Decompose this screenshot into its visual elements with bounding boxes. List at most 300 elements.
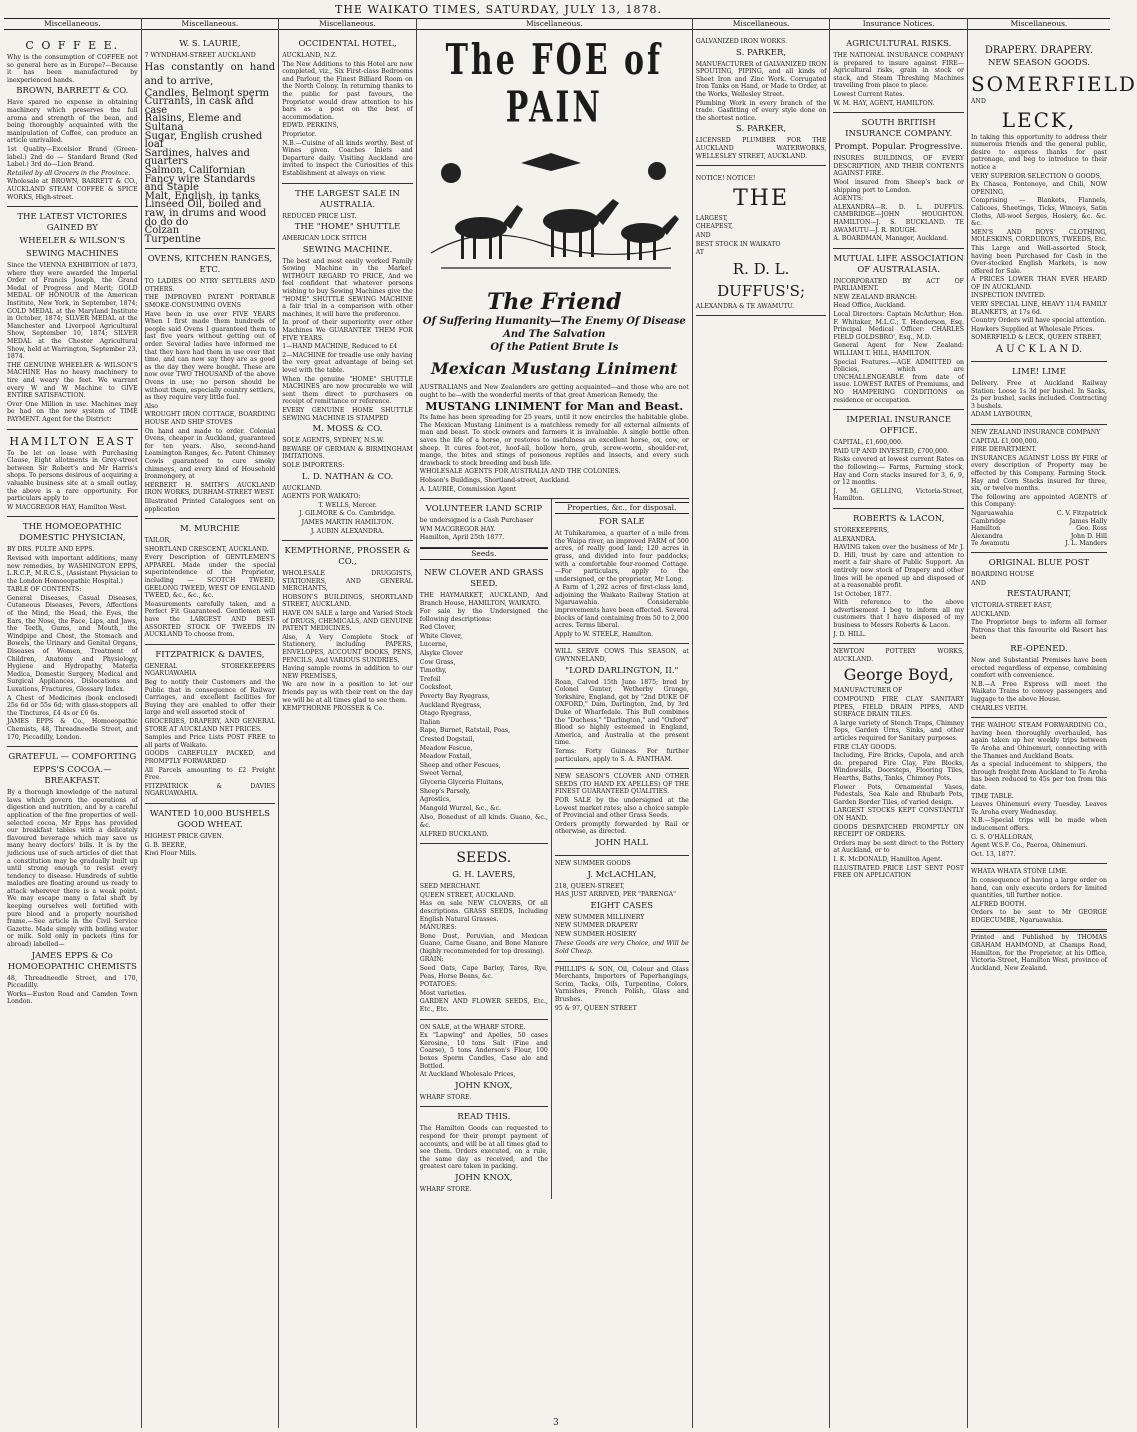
occidental-hotel-ad	[282, 34, 413, 184]
steam-forwarding-ad	[971, 718, 1107, 864]
grass-list-item: Glyceria Glyceria Fluitans,	[419, 778, 504, 786]
murchie-address: SHORTLAND CRESCENT, AUCKLAND.	[144, 545, 269, 553]
grass-list-item: Timothy,	[419, 667, 447, 675]
column-heading: Miscellaneous.	[693, 18, 830, 30]
agent-name: J. L. Manders	[1065, 540, 1107, 548]
blue-city: AUCKLAND.	[970, 610, 1011, 618]
agent-name: John D. Hill	[1070, 532, 1107, 540]
coffee-wholesale: Wholesale at BROWN, BARRETT & CO., AUCKLAND STEAM COFFEE & SPICE WORKS, High-street.	[7, 178, 138, 201]
roberts-lacon-ad	[833, 509, 964, 644]
sb-sign: A. BOARDMAN, Manager, Auckland.	[833, 235, 949, 243]
agent-name: C. V. Fitzpatrick	[1056, 509, 1107, 517]
column-heading: Miscellaneous.	[4, 18, 141, 30]
hotel-title: OCCIDENTAL HOTEL,	[298, 39, 397, 49]
imperial-paid: PAID UP AND INVESTED, £700,000.	[833, 447, 949, 455]
lime-sign: ADAM LAYBOURN,	[970, 411, 1033, 419]
agent-list-item: T. WELLS, Mercer.	[318, 501, 377, 509]
sl-special: VERY SPECIAL LINE, HEAVY 11/4 FAMILY BLANKETS, at 17s 6d.	[970, 301, 1107, 316]
grass-list-item: Cocksfoot,	[419, 684, 453, 692]
laurie-list-item: Sugar, English crushed loaf	[144, 130, 263, 151]
agent-row	[971, 533, 1107, 541]
manures-body: Bone Dust, Peruvian, and Mexican Guano, Carne Guano, and Bone Manure (highly recommended for top dressing).	[419, 932, 548, 955]
column-5	[552, 499, 689, 1198]
sale-contact: Apply to W. STEELE, Hamilton.	[554, 630, 654, 638]
imperial-title: IMPERIAL INSURANCE OFFICE.	[846, 415, 952, 437]
laurie-list-item: Turpentine	[144, 233, 201, 245]
kemp-close: We are now in a position to let our friends pay us with their rent on the day we will be at all times glad to see them.	[282, 681, 413, 704]
hotel-note: N.B.—Cuisine of all kinds worthy. Best of Wines given. Coaches Inlets and Departure daily. Visiting Auckland are invited to inspect the Curiosities of this Establishment at always on view.	[282, 139, 413, 177]
read-sign: JOHN KNOX,	[455, 1172, 513, 1183]
steam-inducement: As a special inducement to shippers, the through freight from Auckland to Te Aroha has been reduced to 45s per ton from this date.	[970, 761, 1107, 791]
south-british-ad	[833, 113, 964, 249]
agent-row	[971, 540, 1107, 548]
lime-title: LIME! LIME	[1011, 367, 1066, 378]
hamilton-east-ad	[7, 430, 138, 518]
homeopathic-ad	[7, 517, 138, 747]
ovens-body: Have been in use over FIVE YEARS When I first made them hundreds of people said Ovens I guaranteed them to last five years without getting out of order. Several ladies have informed me that they have had them in use over that time, and can now say they are as good as the day they were bought. These are now over TWO THOUSAND of the above Ovens in use; no person should be without them, especially country settlers, as they require very little fuel.	[144, 310, 276, 402]
murchie-sub: TAILOR,	[144, 537, 172, 545]
kempthorne-ad	[282, 541, 413, 718]
column-heading: Miscellaneous.	[279, 18, 416, 30]
column-7	[968, 18, 1137, 1428]
murchie-body: Every Description of GENTLEMEN'S APPAREL Made under the special superintendence of the Proprietor, including — SCOTCH TWEED, GEELONG TWEED, WEST OF ENGLAND TWEED, &c., &c., &c.	[144, 554, 276, 600]
home-when: When the genuine "HOME" SHUTTLE MACHINES are now procurable we will sent them direct to purchasers on receipt of remittance or reference.	[282, 375, 413, 406]
boyd-stock: A large variety of Stench Traps, Chimney Tops, Garden Urns, Sinks, and other articles required for Sanitary purposes.	[833, 719, 964, 742]
hotel-owner: EDWD. PERKINS,	[282, 122, 339, 130]
clover-ad	[555, 769, 689, 856]
blue-reopen: RE-OPENED.	[1010, 644, 1068, 655]
mustang-intro: AUSTRALIANS and New Zealanders are getting acquainted—and those who are not ought to be—with the wonderful merits of that great American Remedy, the	[419, 384, 689, 399]
nathan-firm: L. D. NATHAN & CO.	[301, 471, 394, 482]
pottery-title: NEWTON POTTERY WORKS, AUCKLAND.	[833, 648, 964, 663]
column-heading: Miscellaneous.	[968, 18, 1110, 30]
agent-place: Ngaruawahia	[970, 509, 1014, 517]
best-text: BEST STOCK IN WAIKATO	[695, 240, 781, 248]
and-text: AND	[695, 231, 711, 239]
murchie-title: M. MURCHIE	[179, 524, 240, 535]
season-title: NEW SEASON GOODS.	[987, 58, 1090, 68]
homeo-title: THE HOMOEOPATHIC DOMESTIC PHYSICIAN,	[19, 522, 126, 544]
roberts-place: ALEXANDRA.	[833, 535, 877, 543]
read-this-ad	[420, 1107, 548, 1198]
nz-insurance-ad	[971, 425, 1107, 553]
laurie-list-item: Linseed Oil, boiled and raw, in drums and wood	[144, 199, 267, 219]
somerfield-leck-ad	[970, 34, 1137, 362]
column-1	[4, 18, 142, 1428]
bull-ad	[555, 644, 689, 769]
largest-text: LARGEST,	[695, 214, 728, 222]
cows-body: Roan, Calved 15th June 1875; bred by Colonel Gunter, Wetherby Grange, Yorkshire, England, got by "2nd DUKE OF OXFORD," Dam, Darlington, 2nd, by 3rd Duke of Wharfedale. This Bull combines the "Duchess," "Darlington," and "Oxford" Blood so highly esteemed in England, America, and Australia at the present time.	[554, 678, 689, 747]
knox-place: WHARF STORE.	[419, 1093, 472, 1101]
boyd-items: COMPOUND FIRE CLAY SANITARY PIPES, FIELD DRAIN PIPES, AND SURFACE DRAIN TILES.	[833, 696, 964, 719]
agri-body: THE NATIONAL INSURANCE COMPANY is prepared to insure against FIRE—Agricultural risks, grain in stock or stack, and Steam Threshing Machines travelling from place to place.	[833, 52, 964, 90]
fitz-sign: FITZPATRICK & DAVIES NGARUAWAHIA.	[144, 782, 276, 798]
knox-ad	[420, 1020, 548, 1108]
agent-list-item: J. GILMORE & Co. Cambridge.	[299, 510, 396, 518]
agent-place: Cambridge	[970, 517, 1006, 525]
grass-items	[420, 624, 548, 813]
wanted-ad	[145, 804, 276, 863]
sl-items: Comprising — Blankets, Flannels, Calicoes, Sheetings, Ticks, Winceys, Satin Cloths, All-wool Serges, Hosiery, &c. &c. &c.	[970, 197, 1107, 228]
flower-pots: Flower Pots, Ornamental Vases, Pedestals, Sea Kale and Rhubarb Pots, Garden Border Tiles, of varied design.	[833, 783, 964, 806]
murchie-note: Measurements carefully taken, and a Perfect Fit Guaranteed. Gentlemen will have the LARGEST AND BEST-ASSORTED STOCK OF TWEEDS IN AUCKLAND To choose from.	[144, 600, 276, 639]
wheeler-claim: THE GENUINE WHEELER & WILSON'S MACHINE Has no heavy machinery to tire and weary the feet. We warrant every W and W Machine to GIVE ENTIRE SATISFACTION.	[7, 361, 138, 400]
every-title: EVERY GENUINE HOME SHUTTLE SEWING MACHINE IS STAMPED	[282, 406, 413, 422]
cocoa-works: Works—Euston Road and Camden Town London.	[7, 990, 138, 1006]
potatoes-title: POTATOES:	[419, 981, 457, 989]
summer-list-item: NEW SUMMER MILLINERY	[554, 913, 645, 921]
mexican-title: Mexican Mustang Liniment	[431, 359, 678, 378]
grass-also: Also, Bonedust of all kinds. Guano, &c., &c.	[419, 814, 548, 829]
blue-and: AND	[970, 579, 986, 587]
roberts-title: ROBERTS & LACON,	[852, 513, 945, 524]
hotel-role: Proprietor.	[282, 130, 317, 138]
wheeler-sub: SEWING MACHINES	[25, 249, 119, 260]
agents-title: AGENTS FOR WAIKATO:	[282, 493, 361, 501]
laurie-list-item: Raisins, Eleme and Sultana	[144, 113, 242, 133]
column-heading: Miscellaneous.	[417, 18, 692, 30]
sl-sel: VERY SUPERIOR SELECTION O GOODS,	[970, 172, 1102, 180]
knox-body: Ex "Lapwing" and Apelles, 50 cases Kerosine, 10 tons Salt (Fine and Coarse), 5 tons Anderson's Flour, 100 boxes Sperm Candles, Case ale and Bottled.	[419, 1032, 548, 1070]
sb-title: SOUTH BRITISH INSURANCE COMPANY.	[845, 118, 953, 140]
duffus-place: ALEXANDRA & TE AWAMUTU.	[695, 302, 795, 310]
agent-list-item: JAMES MARTIN HAMILTON.	[301, 518, 394, 526]
laurie-list-item: Malt, English, in tanks	[144, 190, 260, 202]
volunteer-title: VOLUNTEER LAND SCRIP	[425, 504, 543, 515]
ovens-detail: On hand and made to order. Colonial Ovens, cheaper in Auckland, guaranteed for ten years. Also, second-hand Leamington Ranges, &c. Patent Chimney Cowls guaranteed to cure smoky chimneys, and every kind of Household Ironmongery, at	[144, 427, 276, 481]
grass-list-item: Sheep and other Fescues,	[419, 761, 501, 769]
summer-goods-ad	[555, 856, 689, 962]
read-body: The Hamilton Goods can requested to respond for their prompt payment of accounts, and will be at all times glad to see them. Orders executed, on a rule, the same day as received, and the greatest care taken in packing.	[419, 1125, 548, 1171]
summer-firm: J. McLACHLAN,	[587, 869, 657, 880]
whata-title: WHATA WHATA STONE LIME.	[970, 868, 1068, 876]
sb-agents: AGENTS:	[833, 195, 864, 203]
agent-name: James Hally	[1069, 517, 1107, 525]
murchie-ad	[145, 519, 276, 645]
agent-row	[971, 525, 1107, 533]
grass-list-item: Agrostics,	[419, 796, 452, 804]
grass-list-item: Auckland Ryegrass,	[419, 701, 482, 709]
moss-role: SOLE AGENTS, SYDNEY, N.S.W.	[282, 437, 385, 445]
lavers-sub: SEED MERCHANT.	[419, 883, 481, 891]
sl-sign: SOMERFIELD & LECK, QUEEN STREET,	[970, 334, 1102, 342]
laurie-list-item: do do do	[144, 216, 189, 228]
sb-body: INSURES BUILDINGS, OF EVERY DESCRIPTION, AND THEIR CONTENTS AGAINST FIRE.	[833, 155, 964, 178]
homeo-toc-text: General Diseases, Casual Diseases, Cutaneous Diseases, Fevers, Affections of the Mind, the Head, the Eyes, the Ears, the Nose, the Face, Lips, and Jaws, the Teeth, Gums, and Mouth, the Windpipe and Chest, the Stomach and Bowels, the Urinary and Genital Organs, Diseases of Women, Treatment of Children, Anatomy and Physiology, Hygiene and Hydropathy, Materia Medica, Domestic Surgery, Medical and Surgical Appliances, Dislocations and Luxations, Fractures, Glossary Index.	[7, 594, 138, 693]
cocoa-ad	[7, 747, 138, 1011]
sale-title: THE LARGEST SALE IN AUSTRALIA.	[295, 188, 400, 210]
kemp-address: HOBSON'S BUILDINGS, SHORTLAND STREET, AUCKLAND.	[282, 593, 413, 609]
phillips-body: PHILLIPS & SON, Oil, Colour and Glass Merchants, Importers of Paperhangings, Scrim, Tacks, Oils, Turpentine, Colors, Varnishes, French Polish, Glass and Brushes.	[554, 965, 689, 1004]
kemp-also: Also, A Very Complete Stock of Stationery, including PAPERS, ENVELOPES, ACCOUNT BOOKS, PENS, PENCILS, And VARIOUS SUNDRIES.	[282, 633, 413, 664]
grass-list-item: Italian	[419, 718, 441, 726]
hamilton-body: To be let on lease with Purchasing Clause, Eight allotments in Grey-street between Sir Robert's and Mr Harris's shops. To persons desirous of acquiring a valuable business site at a small outlay, the above is a rare opportunity. For particulars apply to	[7, 449, 138, 503]
mutual-agent: General Agent for New Zealand: WILLIAM T. HILL, HAMILTON.	[833, 342, 964, 358]
boyd-name: George Boyd,	[843, 665, 954, 685]
sb-agent-list: ALEXANDRA—R. D. L. DUFFUS. CAMBRIDGE—JOHN HOUGHTON. HAMILTON—J. S. BUCKLAND. TE AWAMUTU—J. R. ROUGH.	[833, 203, 964, 234]
grain-body: Seed Oats, Cape Barley, Tares, Rye, Peas, Horse Beans, &c.	[419, 965, 548, 980]
grass-intro: For sale by the Undersigned the following descriptions:	[419, 608, 548, 623]
ovens-catalogue: Illustrated Printed Catalogues sent on application	[144, 497, 276, 513]
coffee-firm: BROWN, BARRETT & CO.	[16, 86, 129, 97]
coffee-retail: Retailed by all Grocers in the Province.	[7, 169, 131, 177]
lime-body: Delivery. Free at Auckland Railway Station: Loose 1s 3d per bushel. In Sacks, 2s per bushel, sacks included. Contracting 3 bushels.	[970, 380, 1107, 410]
foe-of-pain-title: The FOE of PAIN	[445, 36, 663, 133]
sale-title: FOR SALE	[598, 517, 645, 528]
laurie-list-item: Currants, in cask and case	[144, 96, 254, 116]
mustang-agents: WHOLESALE AGENTS FOR AUSTRALIA AND THE COLONIES.	[419, 468, 621, 476]
somerfield-name: SOMERFIELD	[970, 72, 1137, 96]
laurie-list-item: Colzan	[144, 225, 180, 237]
sale-body2: A Farm of 1,292 acres of first-class land, adjoining the Waikato Railway Station at Ngaruawahia. Considerable improvements have been effected. Several blocks of land containing from 50 to 2,000 acres. Terms liberal.	[554, 584, 689, 630]
fitz-body: Beg to notify their Customers and the Public that in consequence of Railway Carriages, and excellent facilities for Buying they are enabled to offer their large and well assorted stock of	[144, 679, 276, 717]
grass-list-item: Cow Grass,	[419, 658, 456, 666]
cocoa-firm: JAMES EPPS & Co HOMOEOPATHIC CHEMISTS	[7, 950, 137, 972]
potatoes-body: Most varieties.	[419, 989, 467, 997]
column-4-lower	[420, 499, 689, 1198]
grass-list-item: White Clover,	[419, 632, 463, 640]
sl-body: In taking this opportunity to address their numerous friends and the general public, desire to express thanks for past patronage, and beg to introduce to their notice a	[970, 133, 1107, 171]
agent-place: Te Awamutu	[970, 540, 1010, 548]
grass-sub: THE HAYMARKET, AUCKLAND, And Branch House, HAMILTON, WAIKATO.	[419, 591, 548, 607]
grass-name: ALFRED BUCKLAND.	[419, 830, 489, 838]
sl-orders: Country Orders will have special attention.	[970, 317, 1107, 325]
column-2	[142, 18, 280, 1428]
phillips-addr: 95 & 97, QUEEN STREET	[554, 1004, 637, 1012]
grass-title: NEW CLOVER AND GRASS SEED.	[424, 567, 544, 589]
hamilton-contact: W MACGREGOR HAY, Hamilton West.	[7, 503, 127, 511]
fitz-sub: GENERAL STOREKEEPERS NGARUAWAHIA	[144, 662, 276, 678]
summer-addr: 218, QUEEN-STREET,	[554, 882, 625, 890]
manures-title: MANURES:	[419, 924, 457, 932]
home-body: The best and most easily worked Family Sewing Machine in the Market. WITHOUT REGARD TO PRICE, And we feel confident that whatever persons wishing to buy Sewing Machines give the "HOME" SHUTTLE SEWING MACHINE a fair trial in a comparison with other machines, it will have the preference.	[282, 257, 413, 318]
blue-body2: New and Substantial Premises have been erected regardless of expense, combining comfort with convenience.	[970, 657, 1107, 680]
lavers-ad	[420, 844, 548, 1020]
masthead-title: THE WAIKATO TIMES, SATURDAY, JULY 13, 1878.	[335, 3, 663, 16]
home-sub: AMERICAN LOCK STITCH	[282, 235, 367, 243]
galv-name: S. PARKER,	[736, 47, 787, 58]
drapery-title: DRAPERY. DRAPERY.	[984, 45, 1094, 56]
nz-agent-list	[971, 510, 1107, 548]
kemp-samples: Having sample rooms in addition to our NEW PREMISES,	[282, 665, 413, 680]
kemp-sign: KEMPTHORNE PROSSER & Co.	[282, 705, 385, 713]
ovens-ad	[145, 249, 276, 519]
mutual-title: MUTUAL LIFE ASSOCIATION OF AUSTRALASIA.	[833, 253, 964, 275]
ovens-iron: WROUGHT IRON COTTAGE, BOARDING HOUSE AND SHIP STOVES	[144, 411, 276, 426]
galv-sign: S. PARKER,	[736, 124, 787, 135]
mutual-sub: INCORPORATED BY ACT OF PARLIAMENT.	[833, 277, 964, 293]
sale-sub: REDUCED PRICE LIST.	[282, 212, 357, 220]
hotel-place: AUCKLAND, N.Z.	[282, 52, 338, 59]
home-shuttle-ad	[282, 184, 413, 542]
lime-ad	[971, 362, 1107, 425]
cheapest-text: CHEAPEST,	[695, 223, 733, 231]
blue-sign: CHARLES VEITH.	[970, 704, 1028, 712]
steam-times: Leaves Ohinemuri every Tuesday. Leaves Te Aroha every Wednesday.	[970, 801, 1107, 816]
epps-firm: JAMES EPPS & Co., Homoeopathic Chemists, 48, Threadneedle Street, and 170, Piccadilly, London.	[7, 718, 138, 741]
column-heading: Insurance Notices.	[830, 18, 967, 30]
coffee-text: Why is the consumption of COFFEE not so general here as in Europe?—Because it has been manufactured by inexperienced hands.	[7, 54, 138, 84]
agent-name: Geo. Ross	[1076, 525, 1107, 533]
laurie-list-item: Candles, Belmont sperm	[144, 87, 269, 99]
sl-city: A U C K L A N D.	[995, 344, 1083, 356]
wheeler-ad	[7, 207, 138, 429]
agri-agent: W. M. HAY, AGENT, HAMILTON.	[833, 99, 935, 107]
homeo-chest: A Chest of Medicines (book enclosed) 25s 6d or 55s 6d; with glass-stoppers all the Tinctures, £4 4s or £6 6s.	[7, 694, 138, 717]
sl-inspect: INSPECTION INVITED.	[970, 292, 1046, 300]
imperial-body: Risks covered at lowest current Rates on the following:— Farms, Farming stock, Hay and Corn stacks insured for 3, 6, 9, or 12 months.	[833, 456, 964, 487]
sb-wool: Wool insured from Sheep's back or shipping port to London.	[833, 178, 964, 194]
volunteer-date: Hamilton, April 25th 1877.	[419, 534, 505, 542]
lavers-addr: QUEEN STREET, AUCKLAND.	[419, 891, 516, 899]
laurie-items	[144, 87, 276, 245]
kemp-title: KEMPTHORNE, PROSSER & CO.,	[284, 546, 411, 568]
agri-title: AGRICULTURAL RISKS.	[846, 39, 952, 49]
fitz-goods: GROCERIES, DRAPERY, AND GENERAL STORE AT AUCKLAND NET PRICES.	[144, 717, 276, 733]
galv-title: GALVANIZED IRON WORKS.	[695, 38, 787, 45]
sl-mens: MEN'S AND BOYS' CLOTHING, MOLESKINS, CORDUROYS, TWEEDS, Etc.	[970, 228, 1107, 244]
home-machine: SEWING MACHINE.	[302, 244, 393, 255]
ovens-firm: HERBERT H. SMITH'S AUCKLAND IRON WORKS, DURHAM-STREET WEST.	[144, 481, 276, 497]
imperial-insurance-ad	[833, 410, 964, 509]
mustang-liniment-ad	[420, 34, 689, 499]
volunteer-body: be undersigned is a Cash Purchaser	[419, 517, 533, 525]
columns	[4, 18, 1137, 1428]
mustang-address: Hobson's Buildings, Shortland-street, Auckland.	[419, 476, 571, 484]
laurie-list-item: Sardines, halves and quarters	[144, 147, 250, 168]
galv-role: LICENSED PLUMBER FOR THE AUCKLAND WATERWORKS, WELLESLEY STREET, AUCKLAND.	[695, 137, 827, 160]
roberts-body: HAVING taken over the business of Mr J. D. Hill, trust by care and attention to merit a fair share of Public Support. An entirely new stock of Drapery and other lines will be opened up and disposed of at a reasonable profit.	[833, 544, 964, 590]
grass-list-item: Meadow Foxtail,	[419, 753, 472, 761]
newton-pottery-ad	[833, 644, 964, 884]
ovens-title: OVENS, KITCHEN RANGES, ETC.	[147, 254, 273, 276]
read-title: READ THIS.	[457, 1112, 511, 1123]
nathan-place: AUCKLAND.	[282, 484, 322, 492]
blue-rest: RESTAURANT,	[1006, 589, 1071, 600]
seeds2-title: SEEDS.	[456, 850, 512, 867]
cocoa-sub: EPPS'S COCOA.—BREAKFAST.	[32, 765, 112, 787]
coffee-grades: 1st Quality—Excelsior Brand (Green-label.) 2nd do — Standard Brand (Red Label.) 3rd do—Lion Brand.	[7, 145, 138, 169]
home-no2: 2—MACHINE for treadle use only having the very great advantage of being set level with the table.	[282, 351, 413, 374]
grass-list-item: Sweet Vernal,	[419, 770, 464, 778]
summer-note: These Goods are very Choice, and Will be Sold Cheap.	[554, 940, 689, 956]
kemp-body: HAVE ON SALE a large and Varied Stock of DRUGS, CHEMICALS, AND GENUINE PATENT MEDICINES.	[282, 610, 413, 633]
phillips-ad	[555, 962, 689, 1018]
blue-addr: VICTORIA-STREET EAST,	[970, 602, 1053, 610]
at-text: AT	[695, 249, 705, 257]
grass-list-item: Alsyke Clover	[419, 650, 463, 658]
nz-capital: CAPITAL £1,000,000.	[970, 437, 1039, 445]
summer-list-item: NEW SUMMER HOSIERY	[554, 930, 637, 938]
sl-stock: This Large and Well-assorted Stock, having been Purchased for Cash in the Over-stocked English Markets, is now offered for Sale.	[970, 244, 1107, 275]
lavers-body: Has on sale NEW CLOVERS, Of all descriptions. GRASS SEEDS, Including English Natural Grasses.	[419, 900, 548, 923]
coffee-body: Have spared no expense in obtaining machinery which preserves the full aroma and strength of the bean, and being thoroughly acquainted with the manipulation of Coffee, can produce an article unrivalled.	[7, 99, 138, 145]
clover-sign: JOHN HALL	[595, 837, 649, 848]
column-4	[417, 18, 693, 1428]
read-place: WHARF STORE.	[419, 1185, 472, 1193]
volunteer-name: WM MACGREGOR HAY.	[419, 525, 496, 533]
laurie-title: W. S. LAURIE,	[179, 39, 241, 49]
laurie-ad	[145, 34, 276, 249]
ovens-sub: TO LADIES OO NTRY SETTLERS AND OTHERS.	[144, 278, 276, 293]
agricultural-risks-ad	[833, 34, 964, 113]
hamilton-title: HAMILTON EAST	[9, 434, 136, 448]
grass-list-item: Mangold Wurzel, &c., &c.	[419, 804, 502, 812]
coffee-ad	[7, 34, 138, 207]
laurie-list-item: Salmon, Californian	[144, 164, 246, 176]
steam-role: Agent W.S.F. Co., Paeroa, Ohinemuri.	[970, 842, 1088, 850]
mutual-features: Special Features.—AGE ADMITTED on Policies, which are UNCHALLENGEABLE from date of issue. LOWEST RATES of Premiums, and NO HAMPERING CONDITIONS on residence or occupation.	[833, 358, 964, 404]
summer-title: NEW SUMMER GOODS	[554, 859, 631, 867]
grass-seed-ad	[420, 563, 548, 844]
fitz-title: FITZPATRICK & DAVIES,	[155, 649, 265, 660]
whata-sign: ALFRED BOOTH.	[970, 900, 1027, 908]
price-list: ILLUSTRATED PRICE LIST SENT POST FREE ON APPLICATION	[833, 864, 964, 880]
wheeler-payment: Over One Million in use. Machines may be had on the new system of TIME PAYMENT. Agent for the District:	[7, 400, 138, 423]
nz-agents: The following are appointed AGENTS of this Company:	[970, 493, 1107, 509]
grass-list-item: Poverty Bay Ryegrass,	[419, 693, 490, 701]
roberts-sub: STOREKEEPERS,	[833, 526, 889, 534]
moss-firm: M. MOSS & CO.	[312, 424, 383, 435]
friend-sub2: Of the Patient Brute Is	[490, 342, 619, 353]
dispatched: GOODS DESPATCHED PROMPTLY ON RECEIPT OF ORDERS.	[833, 823, 964, 839]
agent-place: Hamilton	[970, 525, 1001, 533]
boyd-sub: MANUFACTURER OF	[833, 687, 903, 695]
column-3	[279, 18, 417, 1428]
homeo-body: Revised with important additions, many new remedies, by WASHINGTON EPPS, L.R.C.P., M.R.C.S., (Assistant Physician to the London Homoeopathic Hospital.)	[7, 554, 138, 585]
coffee-title: C O F F E E.	[25, 39, 120, 52]
whata-lime-ad	[971, 864, 1107, 930]
hotel-body: The New Additions to this Hotel are now completed, viz., Six First-class Bedrooms and Parlour, the Finest Billiard Room on the North Colony. In returning thanks to the public for past favours, the Proprietor would draw attention to his bars as a post on the best of accommodation.	[282, 60, 413, 121]
moss-importers: SOLE IMPORTERS:	[282, 461, 345, 469]
cocoa-title: GRATEFUL — COMFORTING	[8, 752, 137, 763]
column-4a	[420, 499, 552, 1198]
grass-list-item: Crested Dogstail,	[419, 736, 475, 743]
agents-list	[282, 502, 413, 536]
hill-note: With reference to the above advertisement I beg to inform all my customers that I have disposed of my business to Messrs Roberts & Lacon.	[833, 599, 964, 630]
fitz-samples: Samples and Price Lists POST FREE to all parts of Waikato.	[144, 734, 276, 749]
steam-date: Oct. 13, 1877.	[970, 850, 1016, 858]
grass-list-item: Red Clover,	[419, 624, 456, 632]
agent-list-item: J. AUBIN ALEXANDRA.	[310, 527, 385, 535]
roberts-date: 1st October, 1877.	[833, 590, 892, 598]
knox-title: ON SALE, at the WHARF STORE.	[419, 1023, 526, 1031]
largest-stock: LARGEST STOCKS KEPT CONSTANTLY ON HAND.	[833, 807, 964, 822]
steam-sign: G. S. O'HALLORAN,	[970, 833, 1034, 841]
blue-sub: BOARDING HOUSE	[970, 570, 1034, 578]
blue-note: N.B.—A Free Express will meet the Waikato Trains to convey passengers and luggage to the above House.	[970, 680, 1107, 704]
cocoa-address: 48, Threadneedle Street, and 170, Piccadilly.	[7, 974, 138, 990]
cocoa-body: By a thorough knowledge of the natural laws which govern the operations of digestion and nutrition, and by a careful application of the fine properties of well-selected cocoa, Mr Epps has provided our breakfast tables with a delicately flavoured beverage which may save us many heavy doctors' bills. It is by the judicious use of such articles of diet that a constitution may be gradually built up until strong enough to resist every tendency to disease. Hundreds of subtle maladies are floating around us ready to attack wherever there is a weak point. We may escape many a fatal shaft by keeping ourselves well fortified with pure blood and a properly nourished frame.—See article in the Civil Service Gazette. Made simply with boiling water or milk. Sold only in packets (tins for abroad) labelled—	[7, 789, 138, 949]
printer-imprint: Printed and Published by THOMAS GRAHAM HAMMOND, at Champs Road, Hamilton, for the Proprietor, at his Office, Victoria-Street, Hamilton West, province of Auckland, New Zealand.	[971, 931, 1107, 972]
garden-title: GARDEN AND FLOWER SEEDS, Etc., Etc., Etc.	[419, 998, 548, 1014]
agri-rates: Lowest Current Rates.	[833, 90, 905, 98]
hill-sign: J. D. HILL.	[833, 630, 867, 638]
whata-orders: Orders to be sent to Mr GEORGE EDGECUMBE, Ngaruawahia.	[970, 909, 1107, 924]
summer-cases: EIGHT CASES	[590, 900, 654, 911]
mustang-local: A. LAURIE, Commission Agent	[419, 485, 517, 493]
friend-title: The Friend	[486, 289, 622, 315]
agent-row	[971, 510, 1107, 518]
steam-note: N.B.—Special trips will be made when inducement offers.	[970, 817, 1107, 832]
whata-body: In consequence of having a large order on hand, can only execute orders for limited quantities, till further notice.	[970, 876, 1107, 900]
grass-list-item: Meadow Fescue,	[419, 744, 473, 752]
sb-sub: Prompt. Popular. Progressive.	[834, 142, 963, 153]
kemp-sub: WHOLESALE DRUGGISTS, STATIONERS, AND GENERAL MERCHANTS,	[282, 570, 413, 593]
fire-body: Including, Fire Bricks, Cupola, and arch do. prepared Fire Clay, Fire Blocks, Windowsills, Doorsteps, Flooring Tiles, Hearths, Baths, Tanks, Chimney Pots.	[833, 752, 964, 782]
clover-body: FOR SALE by the undersigned at the Lowest market rates; also a choice sample of Provincial and other Grass Seeds.	[554, 796, 689, 820]
sale-body: At Tuhikaramea, a quarter of a mile from the Waipa river, an improved FARM of 500 acres, of really good land; 120 acres in grass, and divided into four paddocks; with a comfortable four-roomed Cottage.—For particulars, apply to the undersigned, or the proprietor, Mr Long.	[554, 530, 689, 583]
